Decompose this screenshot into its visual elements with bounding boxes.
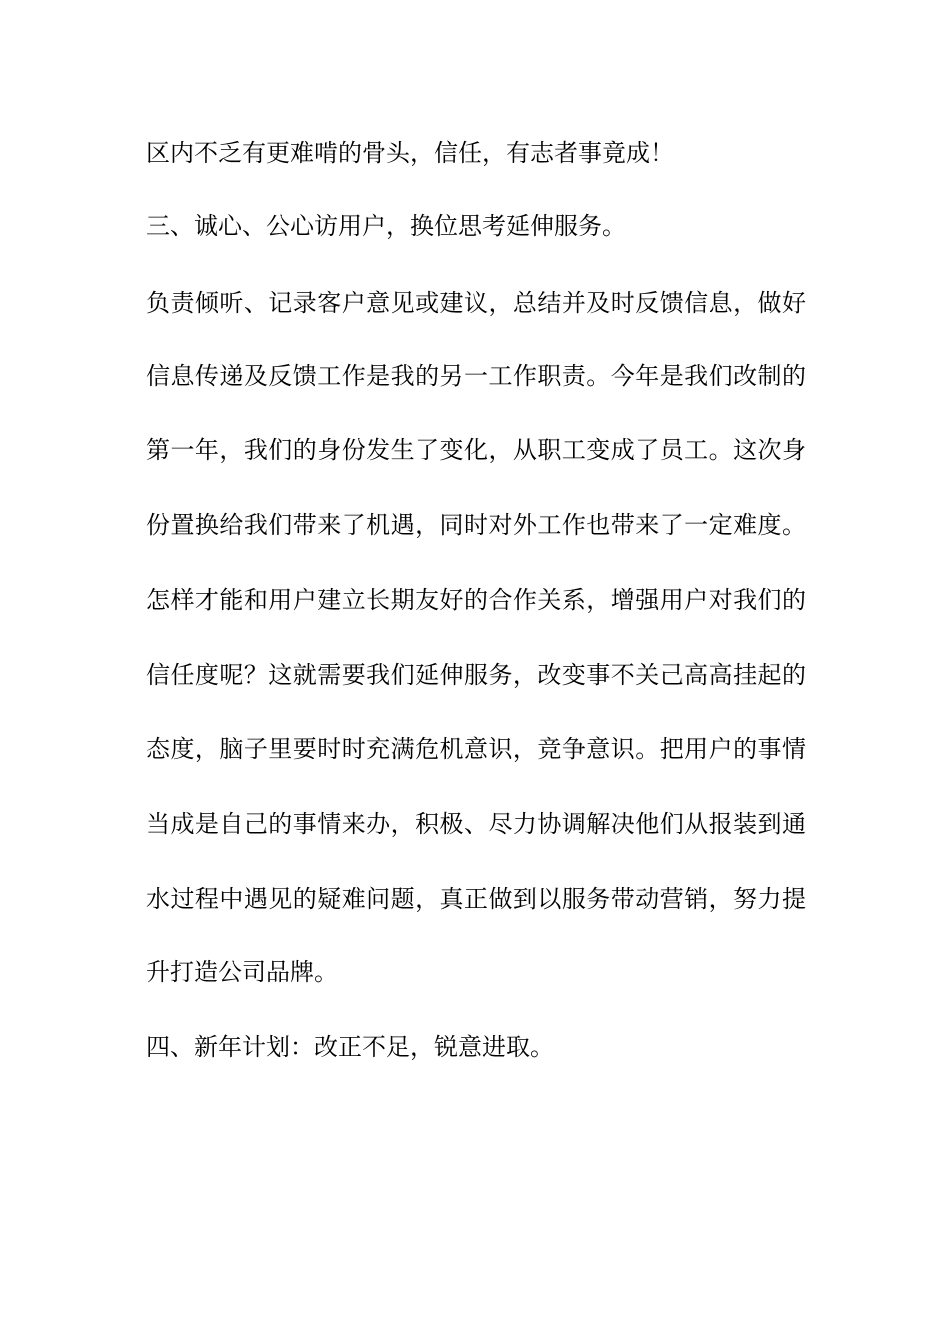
- section-heading-3: 三、诚心、公心访用户，换位思考延伸服务。: [146, 212, 626, 240]
- text-line-6: 份置换给我们带来了机遇，同时对外工作也带来了一定难度。: [146, 511, 806, 539]
- text-line-12: 升打造公司品牌。: [146, 958, 338, 986]
- text-line-4: 信息传递及反馈工作是我的另一工作职责。今年是我们改制的: [146, 362, 806, 390]
- text-line-1: 区内不乏有更难啃的骨头，信任，有志者事竟成！: [146, 139, 674, 167]
- text-line-9: 态度，脑子里要时时充满危机意识，竞争意识。把用户的事情: [146, 735, 806, 763]
- text-line-5: 第一年，我们的身份发生了变化，从职工变成了员工。这次身: [146, 436, 806, 464]
- text-line-11: 水过程中遇见的疑难问题，真正做到以服务带动营销，努力提: [146, 885, 806, 913]
- text-line-8: 信任度呢？这就需要我们延伸服务，改变事不关己高高挂起的: [146, 661, 806, 689]
- section-heading-4: 四、新年计划：改正不足，锐意进取。: [146, 1033, 554, 1061]
- text-line-3: 负责倾听、记录客户意见或建议，总结并及时反馈信息，做好: [146, 289, 806, 317]
- text-line-7: 怎样才能和用户建立长期友好的合作关系，增强用户对我们的: [146, 586, 806, 614]
- text-line-10: 当成是自己的事情来办，积极、尽力协调解决他们从报装到通: [146, 810, 806, 838]
